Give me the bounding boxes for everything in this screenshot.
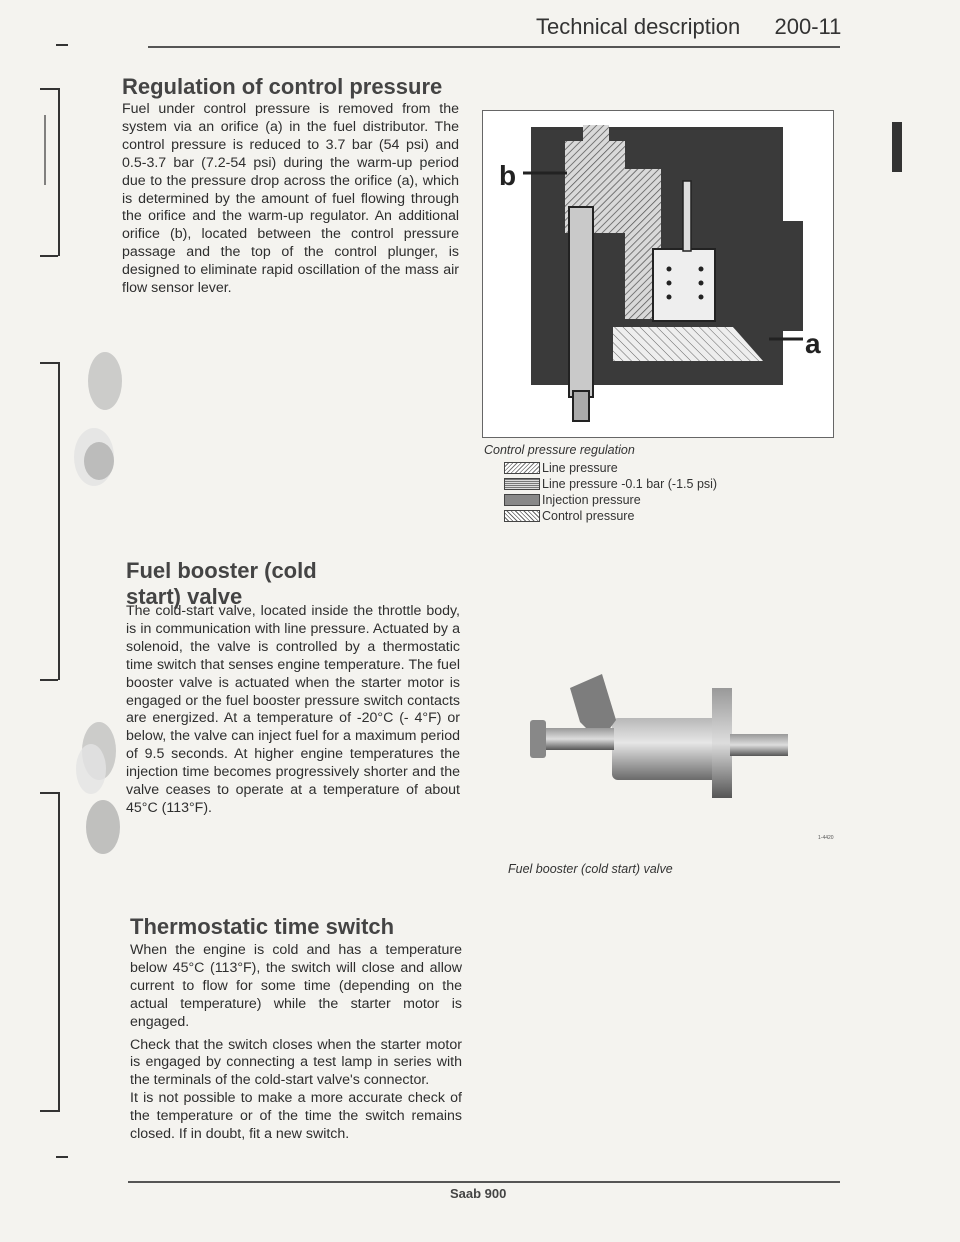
- spring-coil: [699, 281, 704, 286]
- plunger-tip: [573, 391, 589, 421]
- orifice-a-label: a: [805, 328, 821, 359]
- margin-bracket: [40, 1110, 58, 1112]
- binder-hole: [88, 352, 122, 410]
- margin-bracket: [58, 88, 60, 256]
- right-margin-mark: [892, 122, 902, 172]
- margin-bracket: [40, 362, 58, 364]
- binder-hole: [84, 442, 114, 480]
- spring-coil: [699, 267, 704, 272]
- thermostatic-paragraph: It is not possible to make a more accurate check of the temperature or of the time the switch remains closed. If in doubt, fit a new switch.: [130, 1090, 462, 1143]
- figure2-caption: Fuel booster (cold start) valve: [508, 862, 673, 876]
- injection-pressure-swatch: [504, 494, 540, 506]
- margin-bracket: [58, 362, 60, 680]
- spring-coil: [667, 267, 672, 272]
- header-title: Technical description: [536, 14, 741, 39]
- banjo-bolt: [530, 720, 546, 758]
- control-plunger: [569, 207, 593, 397]
- footer-rule: [128, 1181, 840, 1183]
- legend-item: [504, 460, 717, 476]
- section-title-line: Fuel booster (cold: [126, 558, 317, 583]
- valve-stem: [683, 181, 691, 251]
- valve-flange: [712, 688, 732, 798]
- line-pressure-swatch: [504, 462, 540, 474]
- spring-coil: [667, 281, 672, 286]
- orifice-b-label: b: [499, 160, 517, 191]
- section-title-line: start) valve: [126, 584, 243, 609]
- thermostatic-paragraph: Check that the switch closes when the starter motor is engaged by connecting a test lamp in series with the terminals of the cold-start valve's connector.: [130, 1036, 462, 1089]
- booster-body: [126, 603, 460, 818]
- control-pressure-diagram: [483, 111, 833, 437]
- thermostatic-paragraph: When the engine is cold and has a temperature below 45°C (113°F), the switch will close and allow current to flow for some time (depending on the actual temperature) while the starter motor is engaged.: [130, 942, 462, 1030]
- valve-nozzle: [730, 734, 788, 756]
- margin-bracket: [40, 255, 58, 257]
- legend-label: Line pressure: [542, 461, 618, 475]
- margin-bracket: [40, 88, 58, 90]
- footer-text: Saab 900: [450, 1186, 507, 1201]
- legend-label: Control pressure: [542, 509, 635, 523]
- inlet-passage: [583, 125, 609, 175]
- control-pressure-swatch: [504, 510, 540, 522]
- margin-bracket: [40, 792, 58, 794]
- page-number: 200-11: [774, 14, 842, 39]
- margin-mark: [56, 1156, 68, 1158]
- legend-item: [504, 492, 717, 508]
- spring-coil: [667, 295, 672, 300]
- binder-hole: [76, 744, 106, 794]
- legend-item: [504, 508, 717, 524]
- distributor-body: [707, 221, 803, 331]
- margin-bracket: [58, 792, 60, 1112]
- legend-label: Injection pressure: [542, 493, 641, 507]
- header-rule: [148, 46, 840, 48]
- line-pressure-minus-swatch: [504, 478, 540, 490]
- binder-hole: [86, 800, 120, 854]
- spring-coil: [699, 295, 704, 300]
- section-title-regulation: Regulation of control pressure: [122, 74, 443, 99]
- figure1-caption: Control pressure regulation: [484, 443, 635, 457]
- thermostatic-body: [130, 942, 462, 1144]
- cold-start-valve-figure: [516, 664, 816, 814]
- margin-bracket: [44, 115, 46, 185]
- regulation-paragraph: Fuel under control pressure is removed from the system via an orifice (a) in the fuel distributor. The control pressure is reduced to 3.7 bar (54 psi) and 0.5-3.7 bar (7.2-54 psi) during the warm-up period due to the pressure drop across the orifice (a), which is determined by the amount of fuel flowing through the orifice and the warm-up regulator. An additional orifice (b), located between the control pressure passage and the top of the control plunger, is designed to eliminate rapid oscillation of the mass air flow sensor lever.: [122, 101, 459, 297]
- control-pressure-figure: [482, 110, 834, 438]
- cold-start-valve-illustration: [516, 664, 816, 814]
- section-title-thermostatic: Thermostatic time switch: [130, 914, 395, 939]
- figure2-ref: 1-4420: [818, 835, 834, 841]
- valve-body: [612, 718, 722, 780]
- figure1-legend: [504, 460, 717, 524]
- regulation-body: [122, 101, 459, 298]
- legend-label: Line pressure -0.1 bar (-1.5 psi): [542, 477, 718, 491]
- diaphragm-chamber: [653, 249, 715, 321]
- margin-mark: [56, 44, 68, 46]
- margin-bracket: [40, 679, 58, 681]
- booster-paragraph: The cold-start valve, located inside the throttle body, is in communication with line pressure. Actuated by a solenoid, the valve is controlled by a thermostatic time switch that senses engine temperature. The fuel booster valve is actuated when the starter motor is engaged or the fuel booster pressure switch contacts are energized. At a temperature of -20°C (- 4°F) or below, the valve can inject fuel for a maximum period of 9.5 seconds. At higher engine temperatures the injection time becomes progressively shorter and the valve ceases to operate at a temperature of about 45°C (113°F).: [126, 603, 460, 816]
- legend-item: [504, 476, 717, 492]
